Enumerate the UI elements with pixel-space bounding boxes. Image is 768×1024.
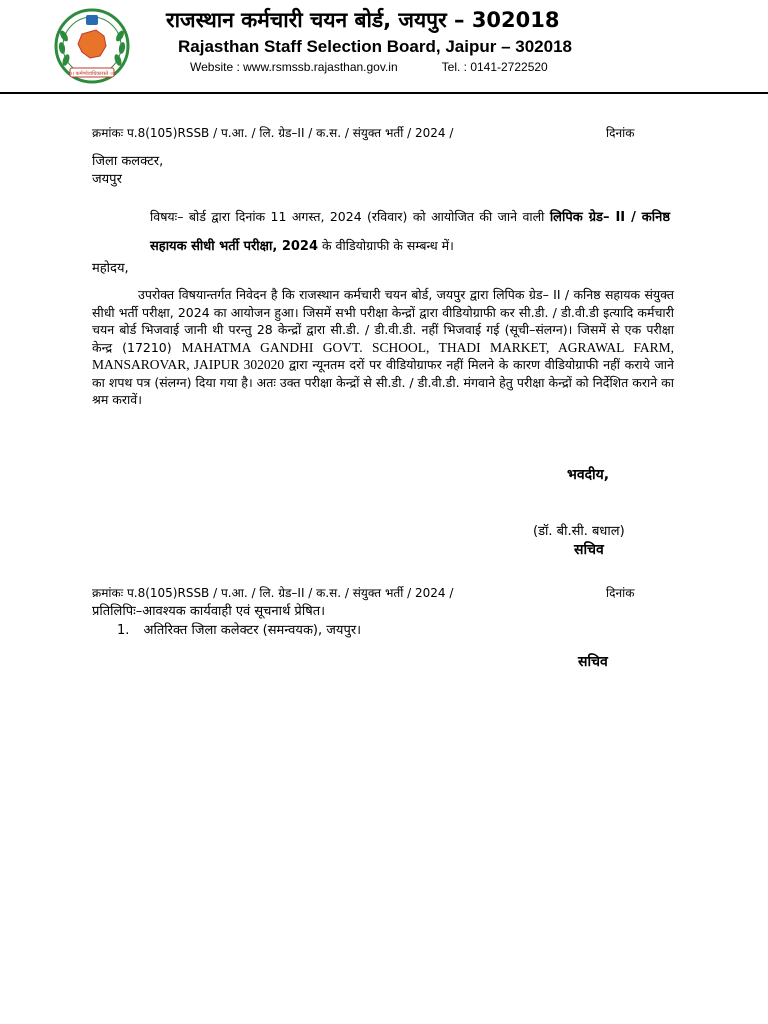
phone-text: Tel. : 0141-2722520 — [441, 60, 548, 74]
header-divider — [0, 92, 768, 94]
rssb-emblem-logo — [52, 6, 132, 86]
header-title-english: Rajasthan Staff Selection Board, Jaipur – 302018 — [178, 37, 572, 56]
website-text: Website : www.rsmssb.rajasthan.gov.in — [190, 60, 398, 74]
addressee-line-2: जयपुर — [92, 172, 122, 187]
copy-signatory-title: सचिव — [578, 654, 608, 670]
reference-number: क्रमांकः प.8(105)RSSB / प.आ. / लि. ग्रेड–II / क.स. / संयुक्त भर्ती / 2024 / — [92, 126, 454, 140]
exam-centre-address: MAHATMA GANDHI GOVT. SCHOOL, THADI MARKET, AGRAWAL FARM, MANSAROVAR, JAIPUR 302020 — [92, 339, 674, 372]
date-label: दिनांक — [606, 126, 635, 140]
subject — [150, 203, 670, 261]
salutation: महोदय, — [92, 261, 129, 276]
body-paragraph — [92, 286, 674, 409]
copy-date-label: दिनांक — [606, 586, 635, 600]
body-part-1: उपरोक्त विषयान्तर्गत निवेदन है कि राजस्थान कर्मचारी चयन बोर्ड, जयपुर द्वारा लिपिक ग्रेड– II / कनिष्ठ सहायक संयुक्त सीधी भर्ती परीक्षा, 2024 का आयोजन हुआ। जिसमें सभी परीक्षा केन्द्रों द्वारा वीडियोग्राफी कर सी.डी. / डी.वी.डी इत्यादि कर्मचारी चयन बोर्ड भिजवाई जानी थी परन्तु 28 केन्द्रों द्वारा सी.डी. / डी.वी.डी. नहीं भिजवाई गई (सूची–संलग्न)। जिसमें से एक परीक्षा केन्द्र (17210) — [92, 287, 674, 355]
body-part-2: द्वारा न्यूनतम दरों पर वीडियोग्राफर नहीं मिलने के कारण वीडियोग्राफी नहीं कराये जाने का शपथ पत्र (संलग्न) दिया गया है। अतः उक्त परीक्षा केन्द्रों से सी.डी. / डी.वी.डी. मंगवाने हेतु परीक्षा केन्द्रों को निर्देशित कराने का श्रम करावें। — [92, 357, 674, 407]
copy-reference-number: क्रमांकः प.8(105)RSSB / प.आ. / लि. ग्रेड–II / क.स. / संयुक्त भर्ती / 2024 / — [92, 586, 454, 600]
svg-text:।। कर्मण्येवाधिकारस्ते ।।: ।। कर्मण्येवाधिकारस्ते ।। — [70, 71, 114, 77]
signatory-name: (डॉ. बी.सी. बधाल) — [533, 524, 625, 539]
subject-bold: लिपिक ग्रेड– II / कनिष्ठ सहायक सीधी भर्ती परीक्षा, 2024 — [150, 210, 671, 254]
copy-heading: प्रतिलिपिः–आवश्यक कार्यवाही एवं सूचनार्थ प्रेषित। — [92, 604, 326, 619]
subject-prefix: विषयः– बोर्ड द्वारा दिनांक 11 अगस्त, 2024 (रविवार) को आयोजित की जाने वाली — [150, 209, 545, 224]
addressee-line-1: जिला कलक्टर, — [92, 154, 164, 169]
signatory-title: सचिव — [574, 542, 604, 558]
copy-item-text: अतिरिक्त जिला कलेक्टर (समन्वयक), जयपुर। — [143, 623, 362, 638]
closing: भवदीय, — [567, 467, 610, 483]
subject-suffix: के वीडियोग्राफी के सम्बन्ध में। — [321, 238, 454, 253]
copy-item-number: 1. — [117, 623, 130, 638]
copy-item — [117, 620, 361, 638]
header-contact — [190, 60, 548, 74]
header-title-hindi: राजस्थान कर्मचारी चयन बोर्ड, जयपुर – 302018 — [166, 8, 560, 32]
